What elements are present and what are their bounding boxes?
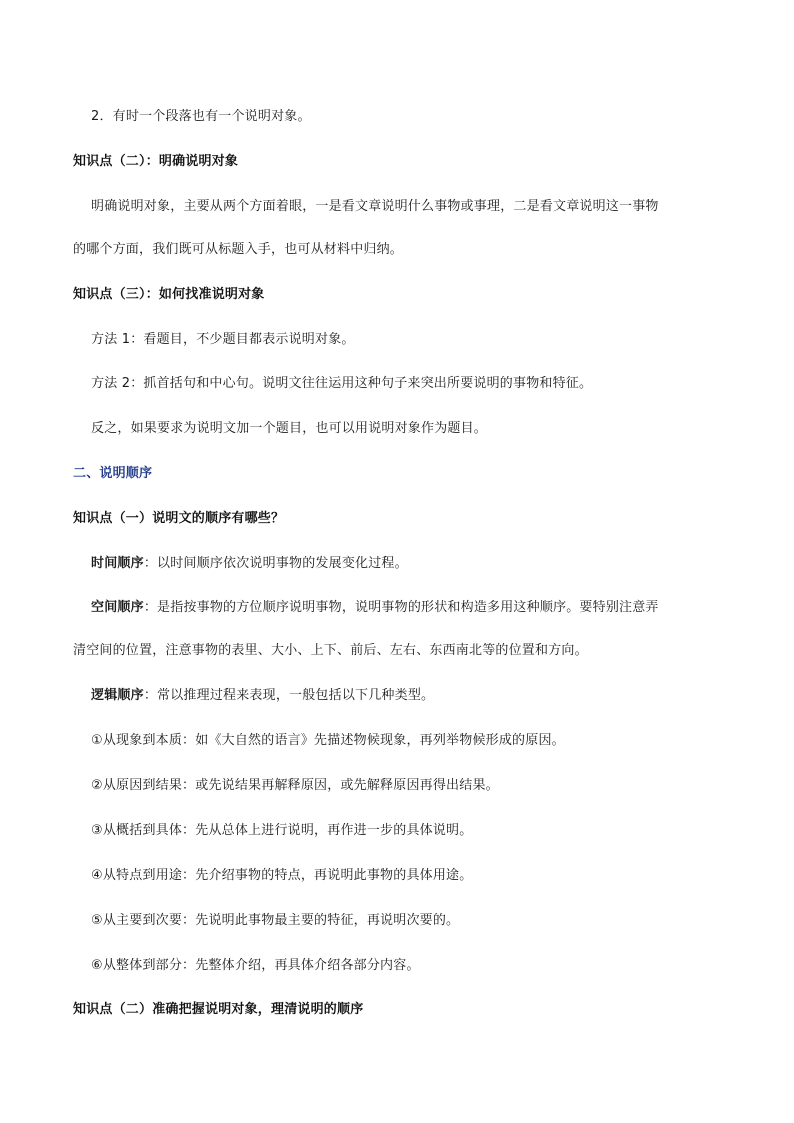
knowledge-point-3-title: 知识点（三）：如何找准说明对象 xyxy=(73,287,265,302)
time-order-desc: ：以时间顺序依次说明事物的发展变化过程。 xyxy=(143,556,408,571)
logic-item-6: ⑥从整体到部分：先整体介绍，再具体介绍各部分内容。 xyxy=(91,958,420,973)
logic-item-1: ①从现象到本质：如《大自然的语言》先描述物候现象，再列举物候形成的原因。 xyxy=(91,733,565,748)
space-order-paragraph xyxy=(91,598,659,618)
intro-point-2: 2．有时一个段落也有一个说明对象。 xyxy=(91,109,311,124)
logic-item-4: ④从特点到用途：先介绍事物的特点，再说明此事物的具体用途。 xyxy=(91,868,473,883)
kp3-method-2: 方法 2：抓首括句和中心句。说明文往往运用这种句子来突出所要说明的事物和特征。 xyxy=(91,376,593,391)
logic-order-term: 逻辑顺序 xyxy=(91,688,144,703)
kp3-method-3: 反之，如果要求为说明文加一个题目，也可以用说明对象作为题目。 xyxy=(91,421,488,436)
space-order-desc-line-1: ：是指按事物的方位顺序说明事物，说明事物的形状和构造多用这种顺序。要特别注意弄 xyxy=(143,600,659,615)
section-2-title: 二、说明顺序 xyxy=(73,466,153,481)
s2-knowledge-point-1-title: 知识点（一）说明文的顺序有哪些？ xyxy=(73,511,285,526)
knowledge-point-2-title: 知识点（二）：明确说明对象 xyxy=(73,154,239,169)
space-order-desc-line-2: 清空间的位置，注意事物的表里、大小、上下、前后、左右、东西南北等的位置和方向。 xyxy=(73,643,588,658)
logic-order-paragraph xyxy=(91,686,434,706)
kp2-paragraph-line-1: 明确说明对象，主要从两个方面着眼，一是看文章说明什么事物或事理，二是看文章说明这一事物 xyxy=(91,199,659,214)
logic-order-desc: ：常以推理过程来表现，一般包括以下几种类型。 xyxy=(143,688,435,703)
logic-item-3: ③从概括到具体：先从总体上进行说明，再作进一步的具体说明。 xyxy=(91,823,473,838)
kp3-method-1: 方法 1：看题目，不少题目都表示说明对象。 xyxy=(91,332,355,347)
logic-item-2: ②从原因到结果：或先说结果再解释原因，或先解释原因再得出结果。 xyxy=(91,778,499,793)
space-order-term: 空间顺序 xyxy=(91,600,144,615)
time-order-paragraph xyxy=(91,554,408,574)
s2-knowledge-point-2-title: 知识点（二）准确把握说明对象，理清说明的顺序 xyxy=(73,1002,364,1017)
logic-item-5: ⑤从主要到次要：先说明此事物最主要的特征，再说明次要的。 xyxy=(91,913,460,928)
kp2-paragraph-line-2: 的哪个方面，我们既可从标题入手，也可从材料中归纳。 xyxy=(73,242,404,257)
time-order-term: 时间顺序 xyxy=(91,556,144,571)
